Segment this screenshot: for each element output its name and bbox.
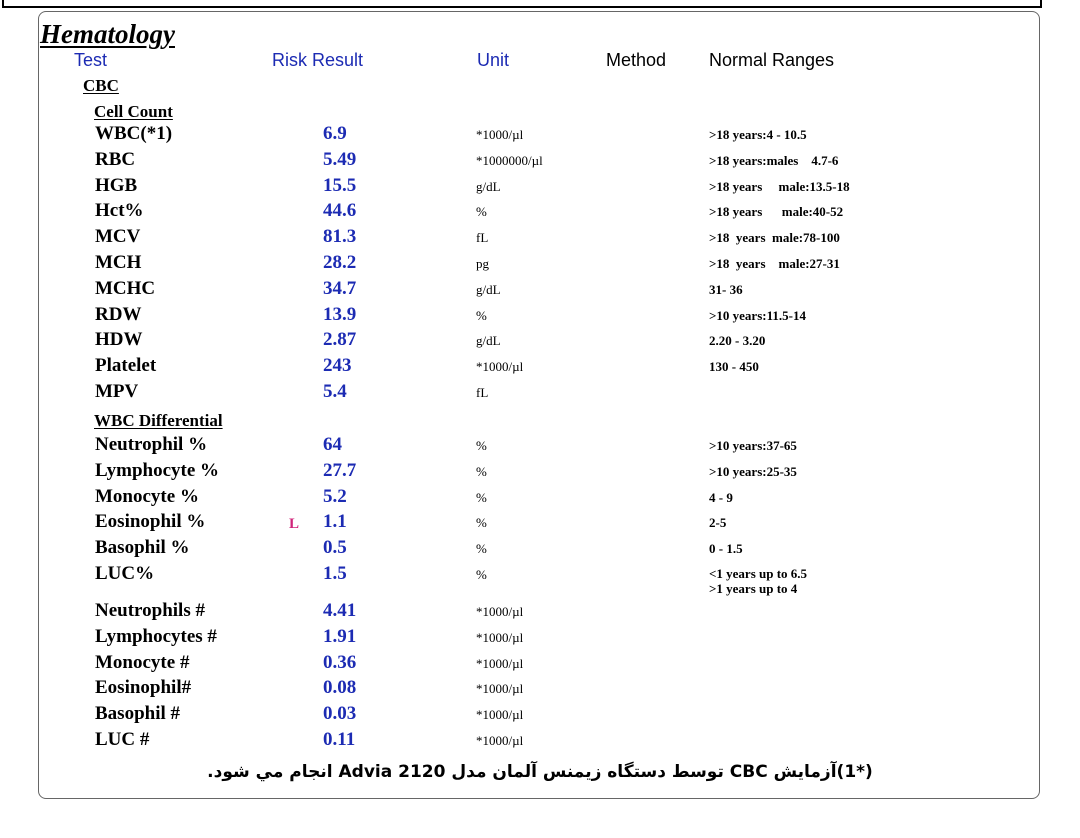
result-value: 243 [323,355,352,377]
table-row [0,432,1080,458]
normal-range: >10 years:11.5-14 [709,307,806,323]
table-row [0,598,1080,624]
test-name: Basophil # [95,703,181,725]
result-value: 5.4 [323,381,347,402]
normal-range: >18 years:4 - 10.5 [709,127,807,142]
column-header-method: Method [606,50,667,70]
device-footnote: (*1)آزمایش CBC توسط دستگاه زیمنس آلمان مدل Advia 2120 انجام مي شود. [207,762,873,782]
normal-range: >18 years:males 4.7-6 [709,152,839,168]
test-name: Neutrophils # [95,600,205,621]
result-value: 13.9 [323,303,357,325]
unit-value: fL [476,230,489,246]
unit-value: pg [476,256,489,271]
table-row [0,675,1080,701]
test-name: Platelet [95,355,157,377]
result-value: 2.87 [323,329,357,351]
subsection-title-cell-count: Cell Count [94,102,173,121]
normal-range: >10 years:37-65 [709,438,797,453]
table-row [0,535,1080,561]
unit-value: % [476,463,487,479]
table-row [0,276,1080,302]
table-row [0,379,1080,405]
normal-range: 0 - 1.5 [709,541,743,557]
result-value: 27.7 [323,459,357,481]
unit-value: % [476,307,487,323]
normal-range: 4 - 9 [709,489,733,505]
result-value: 6.9 [323,123,347,144]
result-value: 1.1 [323,511,347,533]
normal-range: >18 years male:78-100 [709,230,840,246]
normal-range: >18 years male:40-52 [709,204,844,220]
table-row [0,509,1080,535]
result-value: 0.08 [323,677,357,699]
result-value: 4.41 [323,600,357,621]
result-value: 5.49 [323,148,357,170]
table-row [0,353,1080,379]
test-name: Neutrophil % [95,434,208,455]
result-value: 5.2 [323,485,347,507]
result-value: 1.91 [323,625,357,647]
unit-value: % [476,567,487,582]
test-name: HGB [95,174,138,196]
test-name: LUC # [95,729,150,750]
unit-value: g/dL [476,281,501,297]
result-flag: L [289,516,300,533]
normal-range: 31- 36 [709,281,743,297]
unit-value: % [476,541,487,557]
result-value: 64 [323,434,342,455]
result-value: 15.5 [323,174,357,196]
column-header-normal-ranges: Normal Ranges [709,50,835,70]
normal-range: <1 years up to 6.5 >1 years up to 4 [709,566,808,596]
test-name: Lymphocytes # [95,625,217,647]
test-name: Basophil % [95,537,190,559]
result-value: 0.5 [323,537,347,559]
result-value: 0.36 [323,651,357,673]
table-row [0,484,1080,510]
unit-value: *1000/µl [476,707,524,723]
result-value: 34.7 [323,277,357,299]
normal-range: 2-5 [709,515,727,531]
test-name: Eosinophil % [95,511,206,533]
test-name: RBC [95,148,136,170]
result-value: 44.6 [323,200,357,222]
test-name: RDW [95,303,142,325]
test-name: Monocyte % [95,485,199,507]
normal-range: >18 years male:13.5-18 [709,178,850,194]
test-name: LUC% [95,563,155,584]
table-row [0,147,1080,173]
normal-range: >10 years:25-35 [709,463,797,479]
subsection-title-wbc-differential: WBC Differential [94,411,223,430]
unit-value: *1000/µl [476,681,524,697]
unit-value: *1000/µl [476,629,524,645]
unit-value: % [476,489,487,505]
group-title-cbc: CBC [83,76,119,95]
unit-value: *1000/µl [476,359,524,375]
table-row [0,198,1080,224]
unit-value: g/dL [476,178,501,194]
test-name: HDW [95,329,143,351]
result-value: 0.11 [323,729,356,750]
result-value: 0.03 [323,703,357,725]
test-name: Monocyte # [95,651,190,673]
header-frame-edge [2,0,1042,8]
unit-value: fL [476,385,489,400]
unit-value: % [476,438,487,453]
unit-value: % [476,204,487,220]
test-name: MCH [95,252,142,273]
unit-value: g/dL [476,333,501,349]
unit-value: *1000/µl [476,127,524,142]
table-row [0,727,1080,753]
table-row [0,302,1080,328]
unit-value: % [476,515,487,531]
table-row [0,250,1080,276]
column-header-risk-result: Risk Result [272,50,364,70]
table-row [0,561,1080,596]
test-name: MCHC [95,277,156,299]
normal-range: 130 - 450 [709,359,759,375]
unit-value: *1000000/µl [476,152,543,168]
normal-range: 2.20 - 3.20 [709,333,766,349]
test-name: Eosinophil# [95,677,192,699]
unit-value: *1000/µl [476,604,524,619]
table-row [0,224,1080,250]
test-name: MCV [95,226,141,248]
test-name: WBC(*1) [95,123,173,144]
test-name: Lymphocyte % [95,459,220,481]
result-value: 81.3 [323,226,357,248]
result-value: 28.2 [323,252,357,273]
result-value: 1.5 [323,563,347,584]
test-name: Hct% [95,200,144,222]
section-title: Hematology [40,19,175,49]
table-row [0,701,1080,727]
table-row [0,458,1080,484]
table-row [0,650,1080,676]
normal-range: >18 years male:27-31 [709,256,840,271]
unit-value: *1000/µl [476,655,524,671]
test-name: MPV [95,381,139,402]
table-row [0,327,1080,353]
table-row [0,624,1080,650]
table-row [0,173,1080,199]
column-header-test: Test [74,50,108,70]
table-row [0,121,1080,147]
column-header-unit: Unit [477,50,510,70]
unit-value: *1000/µl [476,733,524,748]
